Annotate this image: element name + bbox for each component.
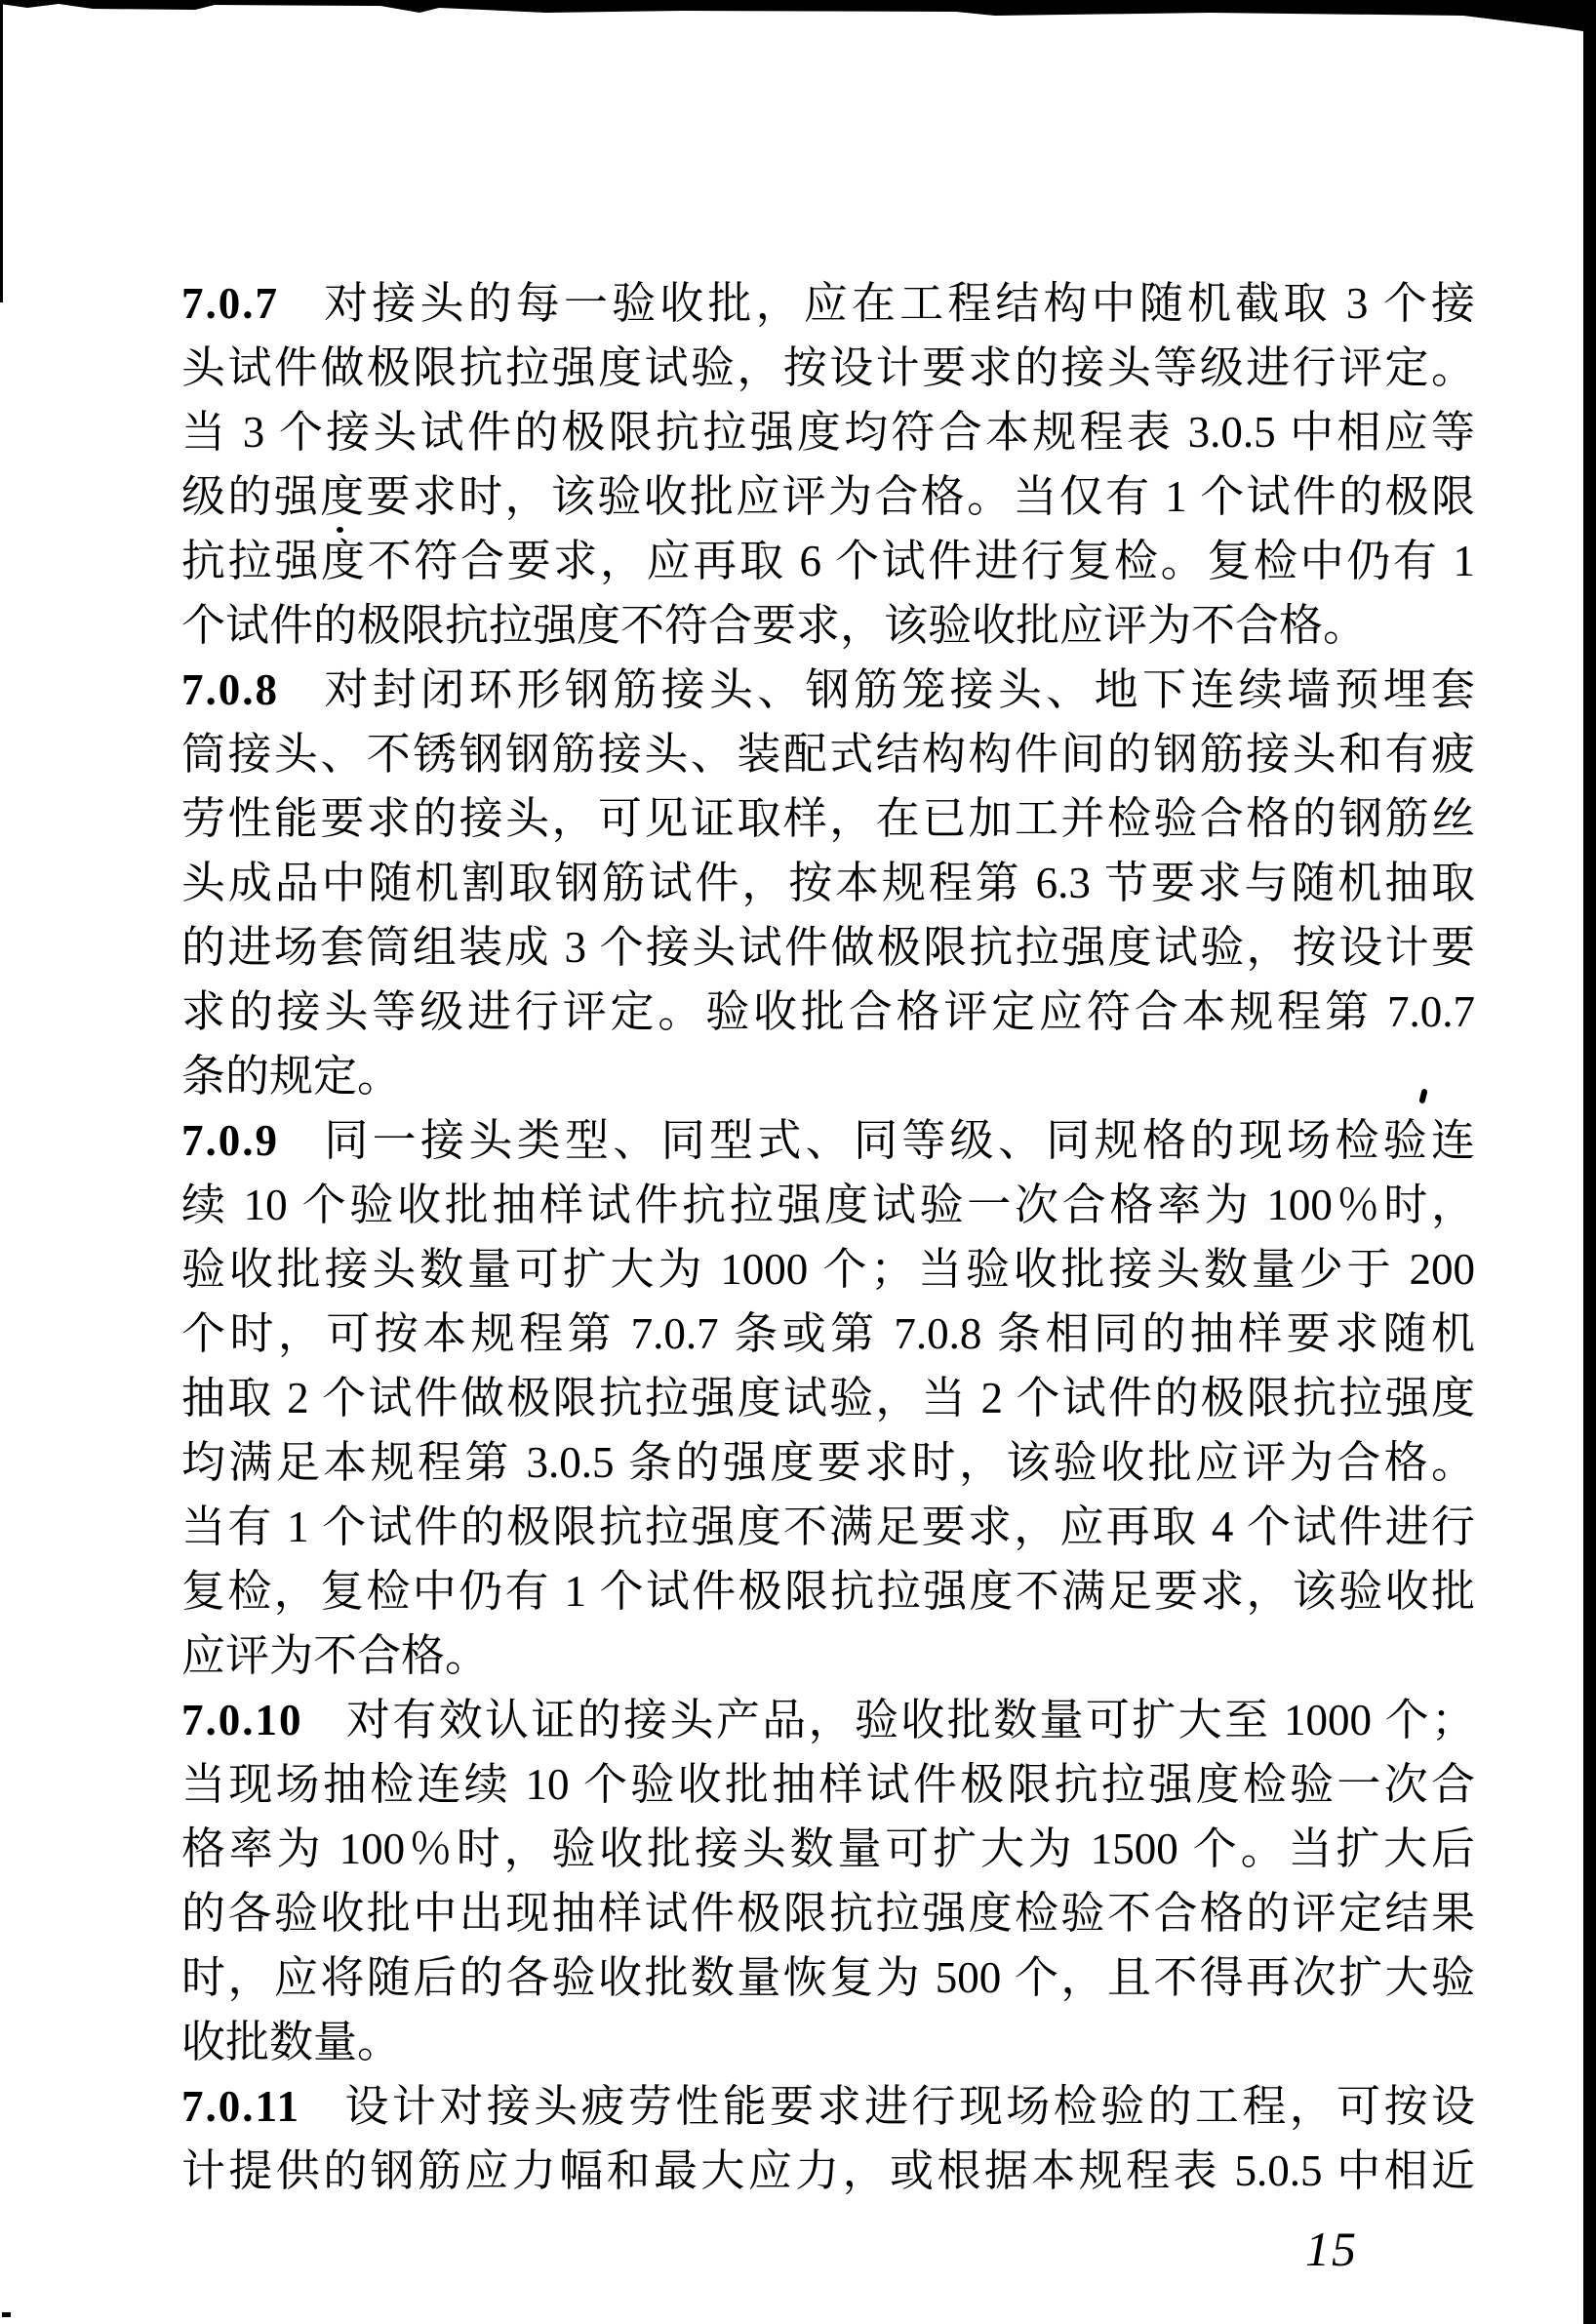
text-line [181, 2139, 1475, 2203]
text-line [181, 1752, 1475, 1817]
text-line [181, 851, 1475, 915]
text-line [181, 400, 1475, 464]
clause-number: 7.0.7 [181, 279, 279, 328]
text-line [181, 1173, 1475, 1237]
scan-artifact-left-edge [0, 0, 3, 302]
line-text: 对有效认证的接头产品，验收批数量可扩大至 1000 个； [343, 1696, 1475, 1744]
line-text: 同一接头类型、同型式、同等级、同规格的现场检验连 [320, 1116, 1475, 1165]
text-line [181, 1623, 1475, 1688]
line-text: 计提供的钢筋应力幅和最大应力，或根据本规程表 5.0.5 中相近 [181, 2146, 1475, 2195]
clause-line [181, 271, 1475, 336]
line-text: 时，应将随后的各验收批数量恢复为 500 个，且不得再次扩大验 [181, 1953, 1475, 2002]
clause-line [181, 2074, 1475, 2139]
line-text: 个时，可按本规程第 7.0.7 条或第 7.0.8 条相同的抽样要求随机 [181, 1309, 1475, 1358]
text-line [181, 1945, 1475, 2010]
page-number: 15 [1305, 2222, 1358, 2276]
line-text: 头成品中随机割取钢筋试件，按本规程第 6.3 节要求与随机抽取 [181, 859, 1475, 907]
line-text: 均满足本规程第 3.0.5 条的强度要求时，该验收批应评为合格。 [181, 1438, 1475, 1487]
line-text: 求的接头等级进行评定。验收批合格评定应符合本规程第 7.0.7 [181, 987, 1475, 1036]
line-text: 设计对接头疲劳性能要求进行现场检验的工程，可按设 [341, 2082, 1475, 2131]
clause-number: 7.0.11 [181, 2082, 301, 2131]
line-text: 应评为不合格。 [181, 1631, 490, 1680]
text-line [181, 593, 1475, 658]
body-text [181, 271, 1475, 2203]
line-text: 个试件的极限抗拉强度不符合要求，该验收批应评为不合格。 [181, 601, 1368, 650]
line-text: 当现场抽检连续 10 个验收批抽样试件极限抗拉强度检验一次合 [181, 1760, 1475, 1809]
text-line [181, 1881, 1475, 1945]
line-text: 续 10 个验收批抽样试件抗拉强度试验一次合格率为 100％时， [181, 1181, 1475, 1229]
scan-artifact-top-edge [0, 0, 1596, 39]
line-text: 抗拉强度不符合要求，应再取 6 个试件进行复检。复检中仍有 1 [181, 537, 1475, 585]
text-line [181, 1302, 1475, 1366]
scan-speck [2, 2312, 11, 2317]
clause-line [181, 1108, 1475, 1173]
text-line [181, 786, 1475, 851]
clause-line [181, 658, 1475, 722]
text-line [181, 336, 1475, 400]
line-text: 头试件做极限抗拉强度试验，按设计要求的接头等级进行评定。 [181, 343, 1475, 392]
clause-number: 7.0.10 [181, 1696, 303, 1744]
text-line [181, 1559, 1475, 1623]
text-line [181, 1237, 1475, 1302]
text-line [181, 1495, 1475, 1559]
text-line [181, 1817, 1475, 1881]
text-line [181, 1430, 1475, 1495]
clause-line [181, 1688, 1475, 1752]
text-line [181, 1366, 1475, 1430]
clause-number: 7.0.8 [181, 665, 279, 714]
line-text: 条的规定。 [181, 1052, 402, 1101]
line-text: 收批数量。 [181, 2018, 402, 2066]
text-line [181, 464, 1475, 529]
text-line [181, 2010, 1475, 2074]
line-text: 的进场套筒组装成 3 个接头试件做极限抗拉强度试验，按设计要 [181, 923, 1475, 972]
line-text: 的各验收批中出现抽样试件极限抗拉强度检验不合格的评定结果 [181, 1889, 1475, 1938]
scan-artifact-right-edge [1583, 0, 1596, 2324]
text-line [181, 722, 1475, 786]
line-text: 筒接头、不锈钢钢筋接头、装配式结构构件间的钢筋接头和有疲 [181, 730, 1475, 779]
text-line [181, 1044, 1475, 1108]
line-text: 当有 1 个试件的极限抗拉强度不满足要求，应再取 4 个试件进行 [181, 1503, 1475, 1551]
line-text: 级的强度要求时，该验收批应评为合格。当仅有 1 个试件的极限 [181, 472, 1475, 521]
line-text: 对接头的每一验收批，应在工程结构中随机截取 3 个接 [320, 279, 1475, 328]
line-text: 对封闭环形钢筋接头、钢筋笼接头、地下连续墙预埋套 [320, 665, 1475, 714]
line-text: 验收批接头数量可扩大为 1000 个；当验收批接头数量少于 200 [181, 1245, 1475, 1294]
clause-number: 7.0.9 [181, 1116, 279, 1165]
line-text: 抽取 2 个试件做极限抗拉强度试验，当 2 个试件的极限抗拉强度 [181, 1374, 1475, 1422]
text-line [181, 915, 1475, 980]
text-line [181, 980, 1475, 1044]
line-text: 劳性能要求的接头，可见证取样，在已加工并检验合格的钢筋丝 [181, 794, 1475, 843]
line-text: 复检，复检中仍有 1 个试件极限抗拉强度不满足要求，该验收批 [181, 1567, 1475, 1616]
text-line [181, 529, 1475, 593]
line-text: 格率为 100％时，验收批接头数量可扩大为 1500 个。当扩大后 [181, 1824, 1475, 1873]
line-text: 当 3 个接头试件的极限抗拉强度均符合本规程表 3.0.5 中相应等 [181, 408, 1475, 457]
